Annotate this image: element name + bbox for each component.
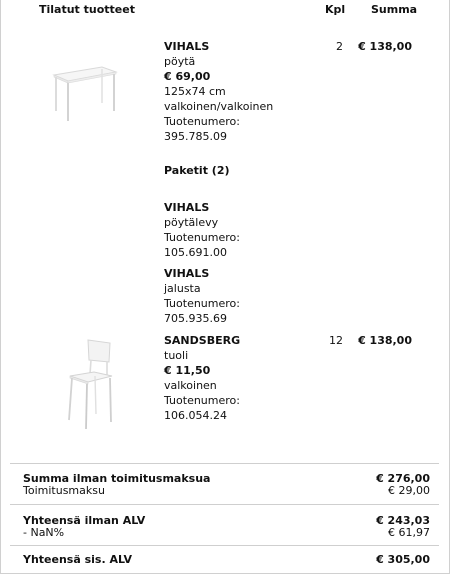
excl-vat-value: € 243,03 (376, 514, 430, 527)
package-2-number: 705.935.69 (164, 312, 227, 325)
divider (10, 504, 439, 505)
excl-vat-label: Yhteensä ilman ALV (23, 514, 146, 527)
item-1-color: valkoinen/valkoinen (164, 100, 274, 113)
shipping-label: Toimitusmaksu (23, 484, 105, 497)
package-2-type: jalusta (164, 282, 201, 295)
item-2-sum: € 138,00 (358, 334, 412, 347)
item-1-qty: 2 (336, 40, 343, 53)
item-1-name: VIHALS (164, 40, 210, 53)
item-1-sum: € 138,00 (358, 40, 412, 53)
packages-label: Paketit (2) (164, 164, 230, 177)
vat-label: - NaN% (23, 526, 65, 539)
item-2-qty: 12 (329, 334, 343, 347)
item-2-number: 106.054.24 (164, 409, 227, 422)
item-2-price: € 11,50 (164, 364, 211, 377)
header-products: Tilatut tuotteet (39, 3, 135, 16)
subtotal-value: € 276,00 (376, 472, 430, 485)
divider (10, 463, 439, 464)
item-2-type: tuoli (164, 349, 189, 362)
item-1-number-label: Tuotenumero: (164, 115, 240, 128)
item-2-color: valkoinen (164, 379, 217, 392)
item-1-type: pöytä (164, 55, 196, 68)
package-1-number: 105.691.00 (164, 246, 227, 259)
package-2-name: VIHALS (164, 267, 210, 280)
header-qty: Kpl (325, 3, 346, 16)
divider (10, 545, 439, 546)
subtotal-label: Summa ilman toimitusmaksua (23, 472, 211, 485)
table-product-image (50, 55, 120, 125)
incl-vat-label: Yhteensä sis. ALV (23, 553, 133, 566)
item-1-size: 125x74 cm (164, 85, 226, 98)
item-1-price: € 69,00 (164, 70, 211, 83)
incl-vat-value: € 305,00 (376, 553, 430, 566)
vat-value: € 61,97 (388, 526, 430, 539)
shipping-value: € 29,00 (388, 484, 430, 497)
chair-product-image (62, 336, 116, 432)
package-1-type: pöytälevy (164, 216, 219, 229)
item-2-number-label: Tuotenumero: (164, 394, 240, 407)
header-sum: Summa (371, 3, 418, 16)
package-2-number-label: Tuotenumero: (164, 297, 240, 310)
package-1-name: VIHALS (164, 201, 210, 214)
package-1-number-label: Tuotenumero: (164, 231, 240, 244)
item-1-number: 395.785.09 (164, 130, 227, 143)
item-2-name: SANDSBERG (164, 334, 241, 347)
